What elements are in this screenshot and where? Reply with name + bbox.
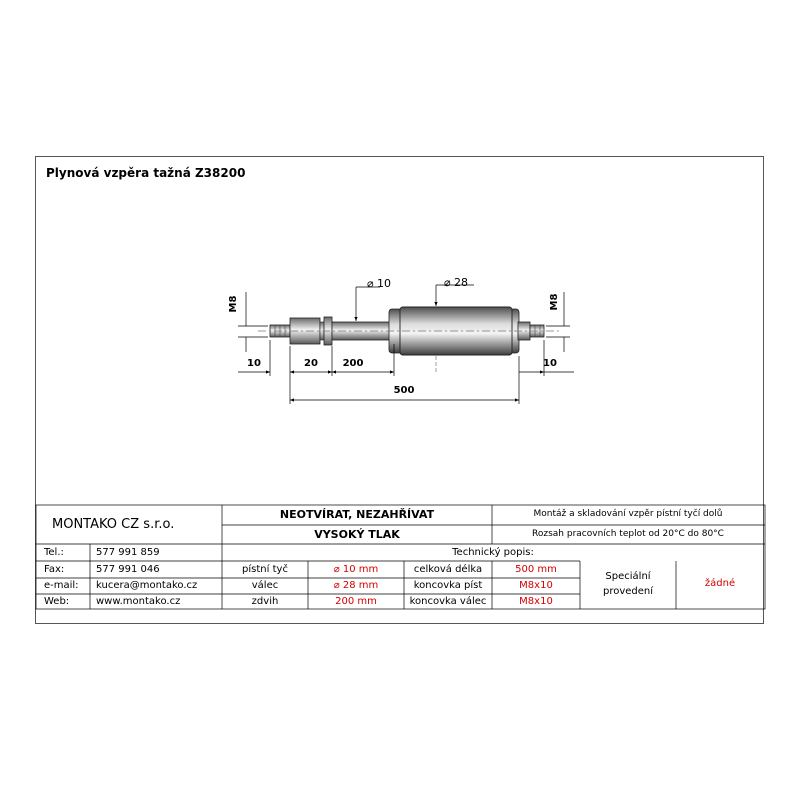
contact-fax: 577 991 046 bbox=[96, 564, 160, 575]
dim-500: 500 bbox=[393, 385, 415, 396]
dim-10-right: 10 bbox=[543, 358, 557, 369]
contact-email[interactable]: kucera@montako.cz bbox=[96, 580, 198, 591]
dim-10-left: 10 bbox=[247, 358, 261, 369]
spec-value: ⌀ 28 mm bbox=[333, 580, 379, 591]
warning-line-1: NEOTVÍRAT, NEZAHŘÍVAT bbox=[279, 508, 435, 521]
spec-label: koncovka válec bbox=[409, 596, 487, 607]
spec-value: 200 mm bbox=[335, 596, 377, 607]
spec-label: celková délka bbox=[413, 564, 483, 575]
dim-200: 200 bbox=[342, 358, 364, 369]
spec-value: ⌀ 10 mm bbox=[333, 564, 379, 575]
spec-heading: Technický popis: bbox=[452, 547, 534, 558]
dim-thread-left: M8 bbox=[228, 295, 239, 313]
page-title: Plynová vzpěra tažná Z38200 bbox=[46, 166, 246, 180]
contact-web[interactable]: www.montako.cz bbox=[96, 596, 181, 607]
special-label-line-2: provedení bbox=[602, 586, 654, 597]
note-temperature: Rozsah pracovních teplot od 20°C do 80°C bbox=[532, 529, 724, 539]
company-name: MONTAKO CZ s.r.o. bbox=[52, 517, 175, 532]
contact-label: Tel.: bbox=[44, 547, 64, 558]
spec-value: M8x10 bbox=[519, 596, 553, 607]
dim-thread-right: M8 bbox=[549, 293, 560, 311]
spec-value: 500 mm bbox=[515, 564, 557, 575]
dim-rod-diameter: ⌀ 10 bbox=[366, 277, 392, 290]
spec-value: M8x10 bbox=[519, 580, 553, 591]
dim-cylinder-diameter: ⌀ 28 bbox=[443, 276, 469, 289]
note-mounting: Montáž a skladování vzpěr pístní tyčí dolů bbox=[533, 509, 723, 519]
warning-line-2: VYSOKÝ TLAK bbox=[314, 528, 400, 541]
contact-label: Fax: bbox=[44, 564, 65, 575]
special-value: žádné bbox=[704, 578, 736, 589]
spec-label: pístní tyč bbox=[242, 564, 288, 575]
contact-label: Web: bbox=[44, 596, 70, 607]
spec-label: válec bbox=[251, 580, 279, 591]
special-label-line-1: Speciální bbox=[605, 571, 651, 582]
contact-label: e-mail: bbox=[44, 580, 79, 591]
contact-phone: 577 991 859 bbox=[96, 547, 160, 558]
spec-label: koncovka píst bbox=[413, 580, 483, 591]
dim-20: 20 bbox=[304, 358, 318, 369]
spec-label: zdvih bbox=[251, 596, 279, 607]
